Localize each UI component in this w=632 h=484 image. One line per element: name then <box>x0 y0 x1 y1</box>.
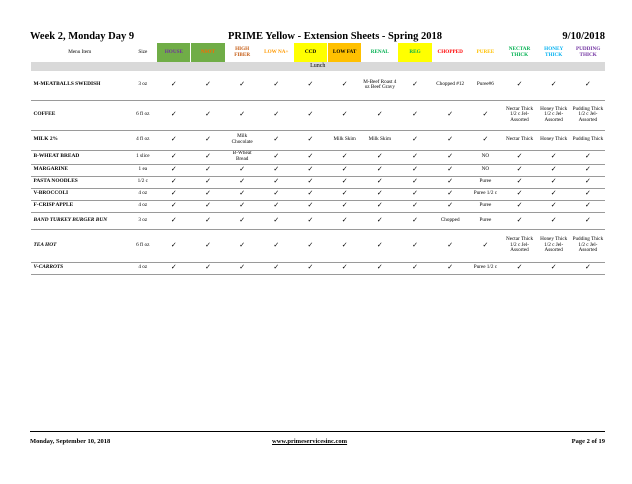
check-icon: ✓ <box>157 150 191 164</box>
check-icon: ✓ <box>259 176 293 188</box>
substitution-cell: Puree <box>468 176 502 188</box>
column-header-house: HOUSE <box>157 43 191 62</box>
substitution-cell: Nectar Thick <box>502 130 536 150</box>
substitution-cell: Honey Thick 1/2 c Jel- Assorted <box>537 100 571 130</box>
week-day-label: Week 2, Monday Day 9 <box>30 31 135 42</box>
table-row <box>31 164 606 176</box>
substitution-cell: B-Wheat Bread <box>225 150 259 164</box>
check-icon: ✓ <box>398 212 432 229</box>
check-icon: ✓ <box>432 150 468 164</box>
column-header-honey: HONEY THICK <box>537 43 571 62</box>
column-header-nectar: NECTAR THICK <box>502 43 536 62</box>
column-header-size: Size <box>129 43 157 62</box>
check-icon: ✓ <box>432 164 468 176</box>
check-icon: ✓ <box>293 229 327 262</box>
check-icon: ✓ <box>398 130 432 150</box>
sheet-title: PRIME Yellow - Extension Sheets - Spring 2018 <box>228 31 442 42</box>
check-icon: ✓ <box>157 200 191 212</box>
menu-item-name: MARGARINE <box>31 164 129 176</box>
substitution-cell: Honey Thick 1/2 c Jel- Assorted <box>537 229 571 262</box>
check-icon: ✓ <box>259 100 293 130</box>
column-header-reg: REG <box>398 43 432 62</box>
check-icon: ✓ <box>157 100 191 130</box>
meal-section-row <box>31 62 606 71</box>
menu-item-name: TEA HOT <box>31 229 129 262</box>
menu-item-size: 4 fl oz <box>129 130 157 150</box>
check-icon: ✓ <box>398 150 432 164</box>
check-icon: ✓ <box>432 229 468 262</box>
footer-rule <box>30 431 605 432</box>
column-header-row <box>31 43 606 62</box>
check-icon: ✓ <box>259 200 293 212</box>
menu-item-name: BAND TURKEY BURGER BUN <box>31 212 129 229</box>
check-icon: ✓ <box>398 164 432 176</box>
menu-item-name: V-BROCCOLI <box>31 188 129 200</box>
check-icon: ✓ <box>537 200 571 212</box>
check-icon: ✓ <box>468 100 502 130</box>
substitution-cell: Nectar Thick 1/2 c Jel- Assorted <box>502 100 536 130</box>
check-icon: ✓ <box>293 164 327 176</box>
check-icon: ✓ <box>293 130 327 150</box>
footer-page-number: Page 2 of 19 <box>571 438 605 445</box>
check-icon: ✓ <box>432 130 468 150</box>
check-icon: ✓ <box>191 200 225 212</box>
check-icon: ✓ <box>293 212 327 229</box>
check-icon: ✓ <box>398 71 432 100</box>
check-icon: ✓ <box>157 130 191 150</box>
check-icon: ✓ <box>157 188 191 200</box>
check-icon: ✓ <box>432 176 468 188</box>
check-icon: ✓ <box>398 100 432 130</box>
check-icon: ✓ <box>259 188 293 200</box>
check-icon: ✓ <box>362 188 398 200</box>
substitution-cell: Pudding Thick 1/2 c Jel- Assorted <box>571 229 605 262</box>
sheet-date: 9/10/2018 <box>562 31 605 42</box>
column-header-renal: RENAL <box>362 43 398 62</box>
check-icon: ✓ <box>468 229 502 262</box>
check-icon: ✓ <box>328 229 362 262</box>
menu-item-name: M-MEATBALLS SWEDISH <box>31 71 129 100</box>
check-icon: ✓ <box>537 71 571 100</box>
substitution-cell: M-Beef Roast 4 oz Beef Gravy <box>362 71 398 100</box>
check-icon: ✓ <box>398 262 432 274</box>
menu-item-name: B-WHEAT BREAD <box>31 150 129 164</box>
check-icon: ✓ <box>157 212 191 229</box>
check-icon: ✓ <box>191 130 225 150</box>
check-icon: ✓ <box>191 212 225 229</box>
menu-item-size: 4 oz <box>129 188 157 200</box>
menu-item-size: 1 ea <box>129 164 157 176</box>
check-icon: ✓ <box>259 229 293 262</box>
check-icon: ✓ <box>537 164 571 176</box>
check-icon: ✓ <box>259 150 293 164</box>
table-row <box>31 229 606 262</box>
check-icon: ✓ <box>537 212 571 229</box>
check-icon: ✓ <box>502 200 536 212</box>
menu-item-name: COFFEE <box>31 100 129 130</box>
column-header-lowna: LOW NA+ <box>259 43 293 62</box>
check-icon: ✓ <box>259 212 293 229</box>
substitution-cell: NO <box>468 164 502 176</box>
check-icon: ✓ <box>362 100 398 130</box>
check-icon: ✓ <box>537 150 571 164</box>
extension-table <box>30 43 605 275</box>
check-icon: ✓ <box>191 176 225 188</box>
menu-item-name: V-CARROTS <box>31 262 129 274</box>
check-icon: ✓ <box>502 150 536 164</box>
check-icon: ✓ <box>259 164 293 176</box>
check-icon: ✓ <box>502 71 536 100</box>
column-header-chopped: CHOPPED <box>432 43 468 62</box>
table-row <box>31 150 606 164</box>
check-icon: ✓ <box>328 212 362 229</box>
substitution-cell: Puree <box>468 212 502 229</box>
check-icon: ✓ <box>225 164 259 176</box>
column-header-pudding: PUDDING THICK <box>571 43 605 62</box>
check-icon: ✓ <box>328 100 362 130</box>
table-row <box>31 176 606 188</box>
substitution-cell: Puree <box>468 200 502 212</box>
substitution-cell: Nectar Thick 1/2 c Jel- Assorted <box>502 229 536 262</box>
meal-section-label: Lunch <box>31 62 606 71</box>
check-icon: ✓ <box>502 188 536 200</box>
menu-item-name: F-CRISP APPLE <box>31 200 129 212</box>
check-icon: ✓ <box>328 188 362 200</box>
check-icon: ✓ <box>362 212 398 229</box>
table-row <box>31 100 606 130</box>
check-icon: ✓ <box>293 71 327 100</box>
menu-item-size: 4 oz <box>129 200 157 212</box>
footer-date: Monday, September 10, 2018 <box>30 438 111 445</box>
menu-item-size: 1 slice <box>129 150 157 164</box>
check-icon: ✓ <box>225 71 259 100</box>
check-icon: ✓ <box>157 262 191 274</box>
check-icon: ✓ <box>328 150 362 164</box>
column-header-nsot: NSOT <box>191 43 225 62</box>
check-icon: ✓ <box>191 262 225 274</box>
check-icon: ✓ <box>225 188 259 200</box>
substitution-cell: Milk Skim <box>362 130 398 150</box>
check-icon: ✓ <box>191 229 225 262</box>
check-icon: ✓ <box>502 176 536 188</box>
check-icon: ✓ <box>157 229 191 262</box>
substitution-cell: Milk Chocolate <box>225 130 259 150</box>
check-icon: ✓ <box>191 100 225 130</box>
check-icon: ✓ <box>502 262 536 274</box>
check-icon: ✓ <box>293 176 327 188</box>
menu-item-size: 4 oz <box>129 262 157 274</box>
check-icon: ✓ <box>398 229 432 262</box>
menu-item-size: 3 oz <box>129 71 157 100</box>
check-icon: ✓ <box>328 71 362 100</box>
check-icon: ✓ <box>328 262 362 274</box>
column-header-name: Menu Item <box>31 43 129 62</box>
table-row <box>31 188 606 200</box>
check-icon: ✓ <box>225 229 259 262</box>
check-icon: ✓ <box>328 176 362 188</box>
check-icon: ✓ <box>293 150 327 164</box>
check-icon: ✓ <box>191 188 225 200</box>
table-row <box>31 200 606 212</box>
substitution-cell: Pudding Thick <box>571 130 605 150</box>
menu-item-size: 1/2 c <box>129 176 157 188</box>
substitution-cell: Chopped <box>432 212 468 229</box>
substitution-cell: Chopped #12 <box>432 71 468 100</box>
table-row <box>31 262 606 274</box>
menu-item-size: 3 oz <box>129 212 157 229</box>
table-row <box>31 212 606 229</box>
check-icon: ✓ <box>225 200 259 212</box>
menu-item-size: 6 fl oz <box>129 229 157 262</box>
check-icon: ✓ <box>225 100 259 130</box>
column-header-puree: PUREE <box>468 43 502 62</box>
table-row <box>31 71 606 100</box>
check-icon: ✓ <box>571 71 605 100</box>
check-icon: ✓ <box>398 176 432 188</box>
check-icon: ✓ <box>293 262 327 274</box>
check-icon: ✓ <box>157 71 191 100</box>
check-icon: ✓ <box>362 200 398 212</box>
check-icon: ✓ <box>362 164 398 176</box>
check-icon: ✓ <box>571 164 605 176</box>
check-icon: ✓ <box>502 212 536 229</box>
column-header-highfiber: HIGH FIBER <box>225 43 259 62</box>
check-icon: ✓ <box>571 150 605 164</box>
check-icon: ✓ <box>432 100 468 130</box>
substitution-cell: Puree#6 <box>468 71 502 100</box>
check-icon: ✓ <box>362 150 398 164</box>
check-icon: ✓ <box>362 262 398 274</box>
substitution-cell: NO <box>468 150 502 164</box>
table-row <box>31 130 606 150</box>
check-icon: ✓ <box>259 130 293 150</box>
check-icon: ✓ <box>502 164 536 176</box>
check-icon: ✓ <box>468 130 502 150</box>
check-icon: ✓ <box>362 229 398 262</box>
check-icon: ✓ <box>571 262 605 274</box>
check-icon: ✓ <box>259 71 293 100</box>
check-icon: ✓ <box>432 200 468 212</box>
substitution-cell: Puree 1/2 c <box>468 188 502 200</box>
column-header-ccd: CCD <box>293 43 327 62</box>
substitution-cell: Honey Thick <box>537 130 571 150</box>
menu-item-name: MILK 2% <box>31 130 129 150</box>
check-icon: ✓ <box>191 71 225 100</box>
check-icon: ✓ <box>328 200 362 212</box>
check-icon: ✓ <box>157 164 191 176</box>
check-icon: ✓ <box>537 188 571 200</box>
check-icon: ✓ <box>571 212 605 229</box>
check-icon: ✓ <box>225 262 259 274</box>
check-icon: ✓ <box>225 176 259 188</box>
check-icon: ✓ <box>191 150 225 164</box>
check-icon: ✓ <box>398 200 432 212</box>
column-header-lowfat: LOW FAT <box>328 43 362 62</box>
check-icon: ✓ <box>537 262 571 274</box>
menu-item-name: PASTA NOODLES <box>31 176 129 188</box>
check-icon: ✓ <box>571 200 605 212</box>
check-icon: ✓ <box>157 176 191 188</box>
check-icon: ✓ <box>571 176 605 188</box>
menu-item-size: 6 fl oz <box>129 100 157 130</box>
check-icon: ✓ <box>362 176 398 188</box>
check-icon: ✓ <box>571 188 605 200</box>
substitution-cell: Puree 1/2 c <box>468 262 502 274</box>
check-icon: ✓ <box>432 262 468 274</box>
check-icon: ✓ <box>293 100 327 130</box>
check-icon: ✓ <box>191 164 225 176</box>
check-icon: ✓ <box>225 212 259 229</box>
check-icon: ✓ <box>398 188 432 200</box>
check-icon: ✓ <box>432 188 468 200</box>
check-icon: ✓ <box>537 176 571 188</box>
check-icon: ✓ <box>293 188 327 200</box>
substitution-cell: Pudding Thick 1/2 c Jel- Assorted <box>571 100 605 130</box>
substitution-cell: Milk Skim <box>328 130 362 150</box>
check-icon: ✓ <box>259 262 293 274</box>
check-icon: ✓ <box>293 200 327 212</box>
footer-website-link[interactable]: www.primeservicesinc.com <box>272 438 348 445</box>
check-icon: ✓ <box>328 164 362 176</box>
